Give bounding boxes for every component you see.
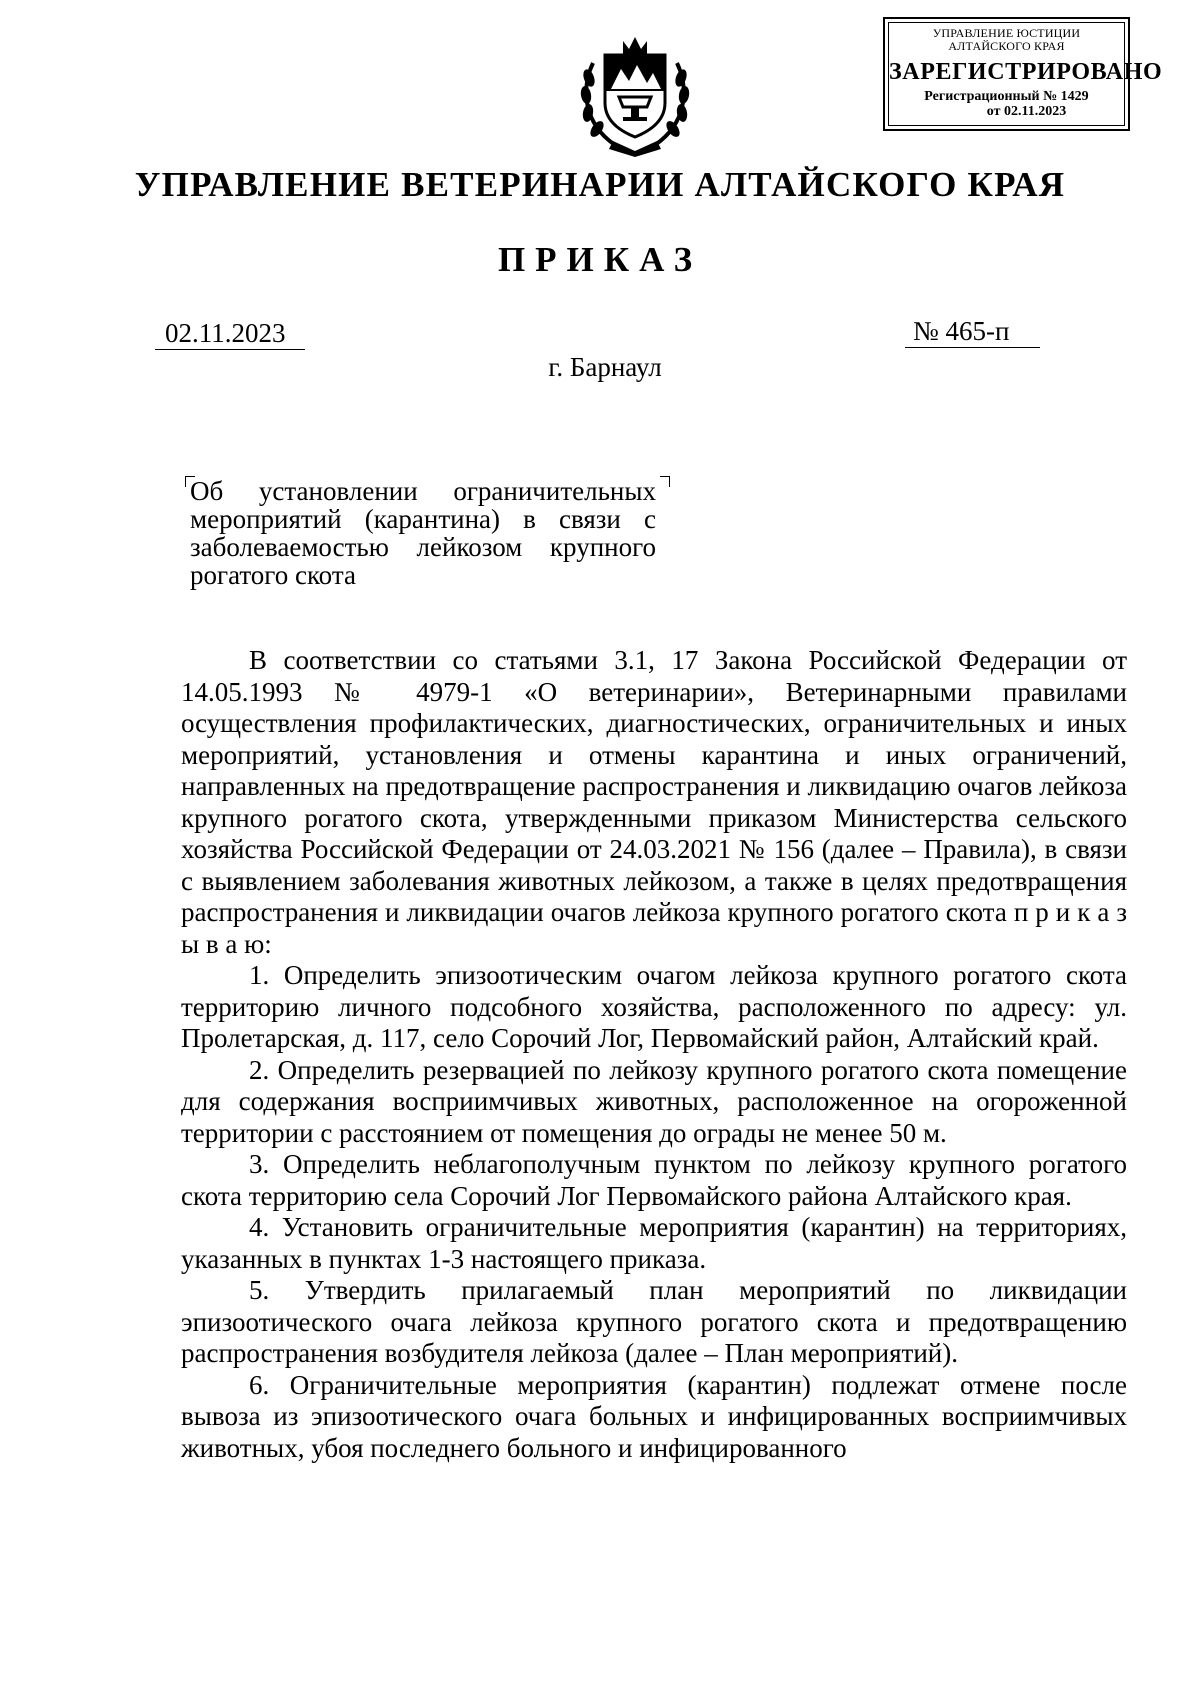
order-date: 02.11.2023 <box>165 318 286 348</box>
stamp-title: ЗАРЕГИСТРИРОВАНО <box>889 59 1163 85</box>
order-body <box>181 645 1127 1464</box>
coat-of-arms-icon <box>575 33 695 157</box>
subject-corner-right <box>660 476 670 487</box>
order-item-5-text: 5. Утвердить прилагаемый план мероприятий по ликвидации эпизоотического очага лейкоза крупного рогатого скота и предотвращению распространения возбудителя лейкоза (далее – План мероприятий). <box>181 1275 1127 1368</box>
stamp-date: от 02.11.2023 <box>986 104 1067 119</box>
order-item-2 <box>181 1055 1127 1150</box>
stamp-agency-line2: АЛТАЙСКОГО КРАЯ <box>948 39 1065 53</box>
preamble-text: В соответствии со статьями 3.1, 17 Закона Российской Федерации от 14.05.1993 № 4979-1 «О ветеринарии», Ветеринарными правилами осуществления профилактических, диагностических, ограничительных и иных мероприятий, установления и отмены карантина и иных ограничений, направленных на предотвращение распространения и ликвидацию очагов лейкоза крупного рогатого скота, утвержденными приказом Министерства сельского хозяйства Российской Федерации от 24.03.2021 № 156 (далее – Правила), в связи с выявлением заболевания животных лейкозом, а также в целях предотвращения распространения и ликвидации очагов лейкоза крупного рогатого скота <box>181 645 1127 927</box>
order-item-1 <box>181 960 1127 1055</box>
order-item-5 <box>181 1275 1127 1370</box>
city: г. Барнаул <box>548 352 662 382</box>
stamp-agency-line1: УПРАВЛЕНИЕ ЮСТИЦИИ <box>932 26 1081 40</box>
order-number-field <box>905 316 1040 348</box>
order-item-3-text: 3. Определить неблагополучным пунктом по лейкозу крупного рогатого скота территорию села Сорочий Лог Первомайского района Алтайского края. <box>181 1149 1127 1211</box>
registration-stamp <box>883 17 1163 131</box>
stamp-agency <box>889 27 1124 53</box>
order-item-6 <box>181 1370 1127 1465</box>
stamp-registration-number: Регистрационный № 1429 <box>924 89 1089 104</box>
preamble-paragraph <box>181 645 1127 960</box>
document-type: ПРИКАЗ <box>497 240 703 279</box>
order-item-2-text: 2. Определить резервацией по лейкозу крупного рогатого скота помещение для содержания восприимчивых животных, расположенное на огороженной территории с расстоянием от помещения до ограды не менее 50 м. <box>181 1054 1127 1148</box>
order-item-4-text: 4. Установить ограничительные мероприятия (карантин) на территориях, указанных в пунктах 1-3 настоящего приказа. <box>181 1212 1127 1274</box>
stamp-inner-frame <box>888 22 1163 126</box>
order-item-1-text: 1. Определить эпизоотическим очагом лейкоза крупного рогатого скота территорию личного подсобного хозяйства, расположенного по адресу: ул. Пролетарская, д. 117, село Сорочий Лог, Первомайский район, Алтайский край. <box>181 960 1127 1053</box>
order-subject: Об установлении ограничительных мероприятий (карантина) в связи с заболеваемостью лейкозом крупного рогатого скота <box>190 476 656 590</box>
order-word: п р и к а з ы в а ю: <box>181 897 1128 959</box>
order-item-3 <box>181 1149 1127 1212</box>
order-number: № 465-п <box>913 316 1010 346</box>
order-item-4 <box>181 1212 1127 1275</box>
order-item-6-text: 6. Ограничительные мероприятия (карантин) подлежат отмене после вывоза из эпизоотического очага больных и инфицированных восприимчивых животных, убоя последнего больного и инфицированного <box>181 1369 1127 1463</box>
agency-name: УПРАВЛЕНИЕ ВЕТЕРИНАРИИ АЛТАЙСКОГО КРАЯ <box>134 165 1066 204</box>
order-date-field <box>155 318 305 350</box>
